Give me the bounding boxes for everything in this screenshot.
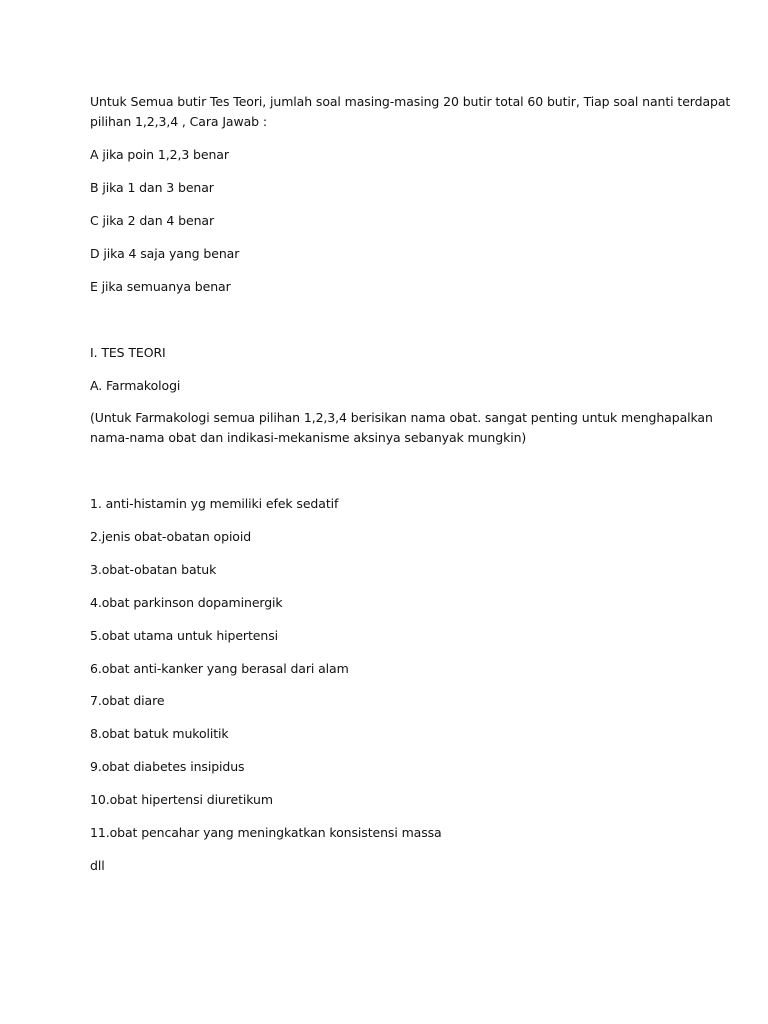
question-item: 9.obat diabetes insipidus xyxy=(90,759,245,774)
answer-key-d: D jika 4 saja yang benar xyxy=(90,246,240,261)
answer-key-e: E jika semuanya benar xyxy=(90,279,231,294)
intro-line-2: pilihan 1,2,3,4 , Cara Jawab : xyxy=(90,114,267,129)
intro-line-1: Untuk Semua butir Tes Teori, jumlah soal masing-masing 20 butir total 60 butir, Tiap soal nanti terdapat xyxy=(90,94,731,109)
note-line-1: (Untuk Farmakologi semua pilihan 1,2,3,4 berisikan nama obat. sangat penting untuk menghapalkan xyxy=(90,410,713,425)
answer-key-c: C jika 2 dan 4 benar xyxy=(90,213,214,228)
question-item: 5.obat utama untuk hipertensi xyxy=(90,628,278,643)
note-line-2: nama-nama obat dan indikasi-mekanisme aksinya sebanyak mungkin) xyxy=(90,430,527,445)
subsection-title: A. Farmakologi xyxy=(90,378,181,393)
question-item: 4.obat parkinson dopaminergik xyxy=(90,595,283,610)
section-title: I. TES TEORI xyxy=(90,345,166,360)
question-item: 2.jenis obat-obatan opioid xyxy=(90,529,252,544)
question-item: 11.obat pencahar yang meningkatkan konsistensi massa xyxy=(90,825,442,840)
question-item: 7.obat diare xyxy=(90,693,165,708)
closing-text: dll xyxy=(90,858,105,873)
answer-key-a: A jika poin 1,2,3 benar xyxy=(90,147,229,162)
answer-key-b: B jika 1 dan 3 benar xyxy=(90,180,214,195)
question-item: 3.obat-obatan batuk xyxy=(90,562,217,577)
question-item: 1. anti-histamin yg memiliki efek sedatif xyxy=(90,496,339,511)
question-item: 6.obat anti-kanker yang berasal dari alam xyxy=(90,661,349,676)
question-item: 8.obat batuk mukolitik xyxy=(90,726,229,741)
question-item: 10.obat hipertensi diuretikum xyxy=(90,792,273,807)
